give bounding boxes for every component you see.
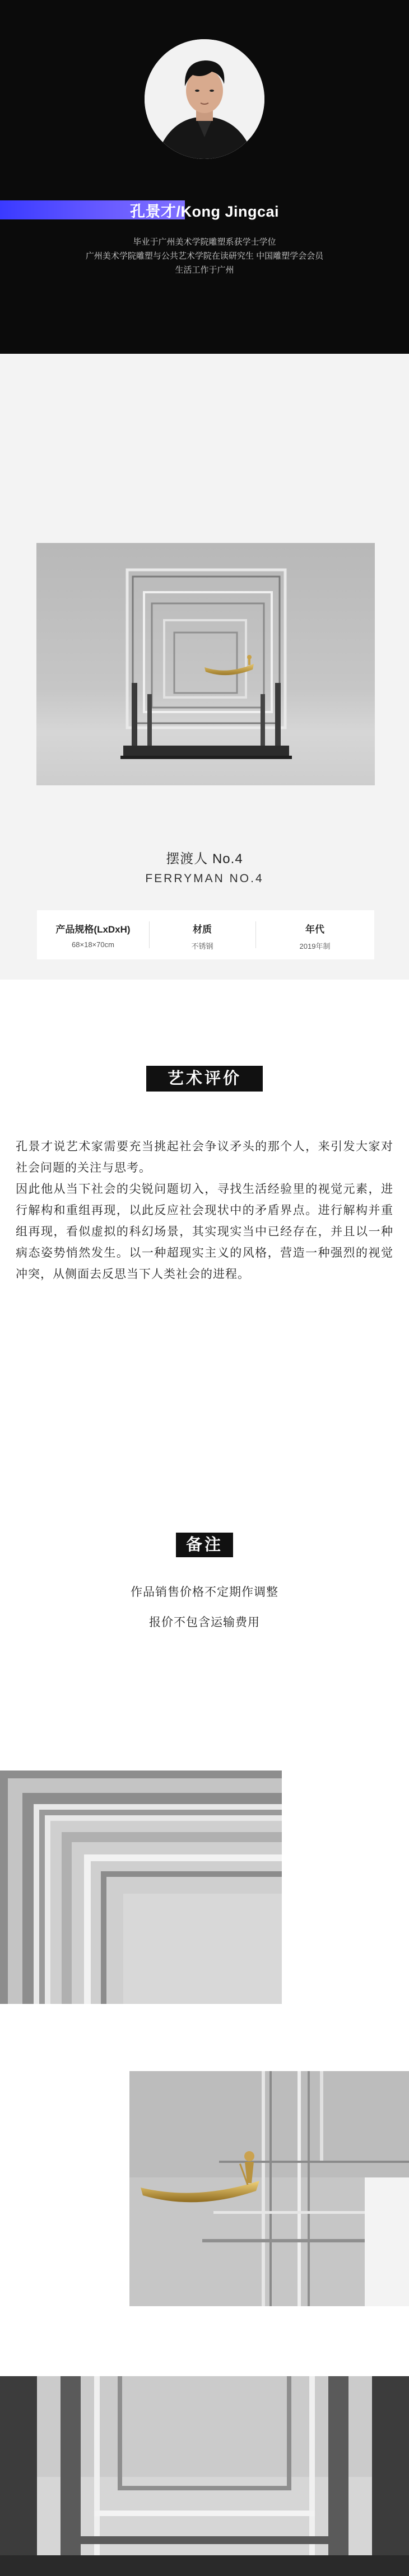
spec-value: 2019年制 xyxy=(299,942,331,950)
spec-label: 年代 xyxy=(305,924,324,935)
artist-header xyxy=(0,0,409,354)
spec-value: 不锈钢 xyxy=(191,942,213,950)
evaluation-text xyxy=(16,1136,393,1285)
spec-dimensions xyxy=(37,910,149,959)
spec-material xyxy=(149,910,255,959)
spec-year xyxy=(255,910,374,959)
spec-label: 产品规格(LxDxH) xyxy=(55,924,131,935)
artist-bio xyxy=(0,235,409,277)
bio-line: 毕业于广州美术学院雕塑系获学士学位 xyxy=(133,237,276,247)
bio-line: 广州美术学院雕塑与公共艺术学院在读研究生 中国雕塑学会会员 xyxy=(85,251,324,261)
spec-table xyxy=(37,910,374,959)
evaluation-heading: 艺术评价 xyxy=(146,1066,263,1092)
notes-heading: 备注 xyxy=(176,1533,233,1557)
artist-name: 孔景才/Kong Jingcai xyxy=(129,203,280,220)
spec-value: 68×18×70cm xyxy=(72,940,114,949)
note-line: 作品销售价格不定期作调整 xyxy=(131,1586,278,1599)
detail-photo-boat xyxy=(129,2071,409,2306)
artist-avatar xyxy=(145,39,264,159)
artwork-showcase xyxy=(0,354,409,980)
bio-line: 生活工作于广州 xyxy=(175,265,234,275)
detail-photo-base xyxy=(0,2376,409,2576)
evaluation-paragraph: 因此他从当下社会的尖锐问题切入，寻找生活经验里的视觉元素，进行解构和重组再现，以此反应社会现状中的矛盾界点。进行解构并重组再现，看似虚拟的科幻场景，其实现实当中已经存在，并且以一种病态姿势悄然发生。以一种超现实主义的风格，营造一种强烈的视觉冲突，从侧面去反思当下人类社会的进程。 xyxy=(16,1183,393,1281)
artwork-title-en: FERRYMAN NO.4 xyxy=(145,872,264,885)
note-line: 报价不包含运输费用 xyxy=(149,1616,260,1629)
evaluation-paragraph: 孔景才说艺术家需要充当挑起社会争议矛头的那个人，来引发大家对社会问题的关注与思考。 xyxy=(16,1140,393,1174)
artwork-photo xyxy=(36,543,375,785)
artwork-title: 摆渡人 No.4 xyxy=(166,851,243,867)
spec-label: 材质 xyxy=(193,924,212,935)
detail-photo-frames xyxy=(0,1771,282,2004)
